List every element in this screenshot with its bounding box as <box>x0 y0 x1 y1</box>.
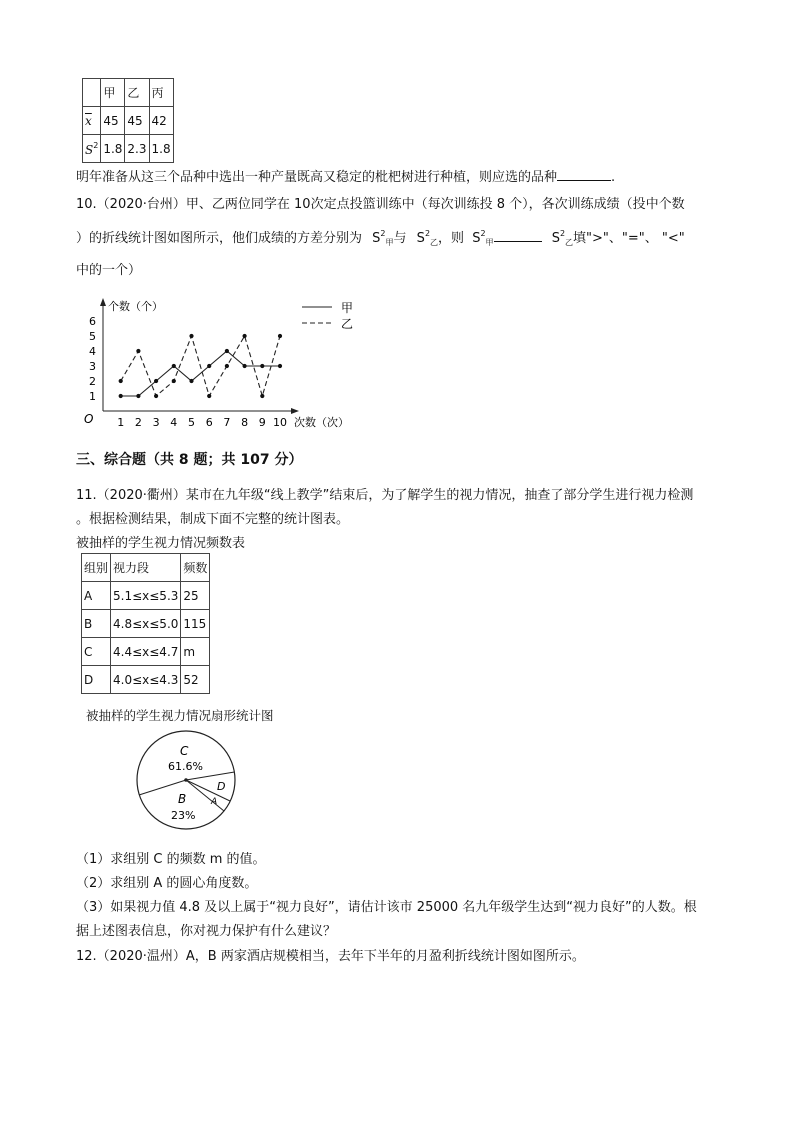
mean-label: $\overline{x}$ <box>83 107 101 135</box>
q12-line1: 12.（2020·温州）A，B 两家酒店规模相当，去年下半年的月盈利折线统计图如图所示。 <box>76 949 585 964</box>
origin-label: O <box>84 412 94 426</box>
x-axis-label: 次数（次） <box>294 416 349 429</box>
table-header-bing: 丙 <box>149 79 173 107</box>
data-point <box>136 349 140 353</box>
table-row <box>82 638 210 666</box>
table-cell: 45 <box>101 107 125 135</box>
pie-label-a: A <box>211 797 218 807</box>
q11-sub3-line1: （3）如果视力值 4.8 及以上属于“视力良好”，请估计该市 25000 名九年级学生达到“视力良好”的人数。根 <box>76 900 697 915</box>
header-frequency: 频数 <box>181 554 210 582</box>
y-tick-label: 5 <box>89 330 96 343</box>
q11-table-title: 被抽样的学生视力情况频数表 <box>76 536 246 551</box>
data-point <box>119 394 123 398</box>
x-tick-label: 6 <box>205 416 213 429</box>
x-tick-label: 1 <box>117 416 125 429</box>
table-cell: m <box>181 638 210 666</box>
table-cell: A <box>82 582 111 610</box>
x-tick-label: 7 <box>223 416 231 429</box>
vision-frequency-table <box>81 553 210 694</box>
q11-line2: 。根据检测结果，制成下面不完整的统计图表。 <box>76 512 350 527</box>
x-tick-label: 10 <box>273 416 287 429</box>
data-point <box>243 364 247 368</box>
x-tick-label: 3 <box>152 416 160 429</box>
q11-sub2: （2）求组别 A 的圆心角度数。 <box>76 876 258 891</box>
table-row-variance <box>83 135 174 163</box>
pie-label-b: B <box>178 792 187 806</box>
variance-table <box>82 78 174 163</box>
vision-pie-chart <box>130 728 240 833</box>
table-header-row <box>83 79 174 107</box>
table-corner <box>83 79 101 107</box>
x-tick-label: 9 <box>258 416 266 429</box>
table-cell: 2.3 <box>125 135 149 163</box>
q10-line3: 中的一个） <box>76 263 142 278</box>
pie-pct-b: 23% <box>171 809 196 822</box>
table-header-row <box>82 554 210 582</box>
s-yi-2: $S^2_乙$ <box>551 229 574 247</box>
table-cell: 1.8 <box>101 135 125 163</box>
data-point <box>136 394 140 398</box>
data-point <box>154 394 158 398</box>
q10-line2: ）的折线统计图如图所示，他们成绩的方差分别为 $S^2_甲$与 $S^2_乙$，则 $S^2_甲$ $S^2_乙$填">"、"="、 "<" <box>76 229 685 247</box>
pie-title: 被抽样的学生视力情况扇形统计图 <box>86 708 274 723</box>
table-cell: 45 <box>125 107 149 135</box>
table-row-mean <box>83 107 174 135</box>
data-point <box>243 334 247 338</box>
y-tick-label: 6 <box>89 315 96 328</box>
table-cell: 5.1≤x≤5.3 <box>111 582 181 610</box>
y-tick-label: 3 <box>89 360 96 373</box>
table-header-jia: 甲 <box>101 79 125 107</box>
data-point <box>119 379 123 383</box>
table-cell: 4.8≤x≤5.0 <box>111 610 181 638</box>
data-point <box>172 364 176 368</box>
data-point <box>154 379 158 383</box>
variance-label: $S^2$ <box>83 135 101 163</box>
header-range: 视力段 <box>111 554 181 582</box>
pie-label-d: D <box>217 780 226 793</box>
q11-line1: 11.（2020·衢州）某市在九年级“线上教学”结束后，为了解学生的视力情况，抽查了部分学生进行视力检测 <box>76 488 694 503</box>
q11-sub1: （1）求组别 C 的频数 m 的值。 <box>76 852 266 867</box>
table-cell: 1.8 <box>149 135 173 163</box>
q9-text: 明年准备从这三个品种中选出一种产量既高又稳定的枇杷树进行种植，则应选的品种 . <box>76 170 616 185</box>
data-point <box>278 334 282 338</box>
q9-answer-blank <box>557 168 611 181</box>
data-point <box>260 394 264 398</box>
data-point <box>207 364 211 368</box>
data-point <box>189 379 193 383</box>
data-point <box>260 364 264 368</box>
y-tick-label: 1 <box>89 390 96 403</box>
legend-label-yi: 乙 <box>341 317 354 331</box>
table-cell: 4.0≤x≤4.3 <box>111 666 181 694</box>
y-axis-label: 个数（个） <box>108 300 163 313</box>
y-tick-label: 2 <box>89 375 96 388</box>
header-group: 组别 <box>82 554 111 582</box>
y-tick-label: 4 <box>89 345 96 358</box>
data-point <box>207 394 211 398</box>
x-tick-label: 4 <box>170 416 178 429</box>
pie-pct-c: 61.6% <box>168 760 203 773</box>
table-cell: D <box>82 666 111 694</box>
table-row <box>82 582 210 610</box>
table-header-yi: 乙 <box>125 79 149 107</box>
s-yi: $S^2_乙$ <box>416 229 439 247</box>
data-point <box>225 364 229 368</box>
q11-sub3-line2: 据上述图表信息，你对视力保护有什么建议？ <box>76 924 337 939</box>
pie-label-c: C <box>180 744 189 758</box>
table-cell: 25 <box>181 582 210 610</box>
q10-answer-blank <box>494 229 542 242</box>
table-cell: 115 <box>181 610 210 638</box>
table-cell: 42 <box>149 107 173 135</box>
data-point <box>225 349 229 353</box>
data-point <box>278 364 282 368</box>
q10-line1: 10.（2020·台州）甲、乙两位同学在 10次定点投篮训练中（每次训练投 8 个），各次训练成绩（投中个数 <box>76 197 685 212</box>
table-cell: 4.4≤x≤4.7 <box>111 638 181 666</box>
x-tick-label: 8 <box>241 416 249 429</box>
table-cell: 52 <box>181 666 210 694</box>
section-3-heading: 三、综合题（共 8 题；共 107 分） <box>76 452 303 468</box>
data-point <box>172 379 176 383</box>
x-axis-arrow <box>291 408 299 414</box>
x-tick-label: 2 <box>134 416 142 429</box>
s-jia: $S^2_甲$ <box>372 229 394 247</box>
table-cell: C <box>82 638 111 666</box>
s-jia-2: $S^2_甲$ <box>472 229 494 247</box>
pie-center <box>184 778 188 782</box>
data-point <box>189 334 193 338</box>
series-line-jia <box>121 351 280 396</box>
legend-label-jia: 甲 <box>341 301 354 315</box>
shooting-line-chart <box>70 290 370 435</box>
table-row <box>82 610 210 638</box>
table-cell: B <box>82 610 111 638</box>
table-row <box>82 666 210 694</box>
x-tick-label: 5 <box>188 416 195 429</box>
y-axis-arrow <box>100 298 106 306</box>
